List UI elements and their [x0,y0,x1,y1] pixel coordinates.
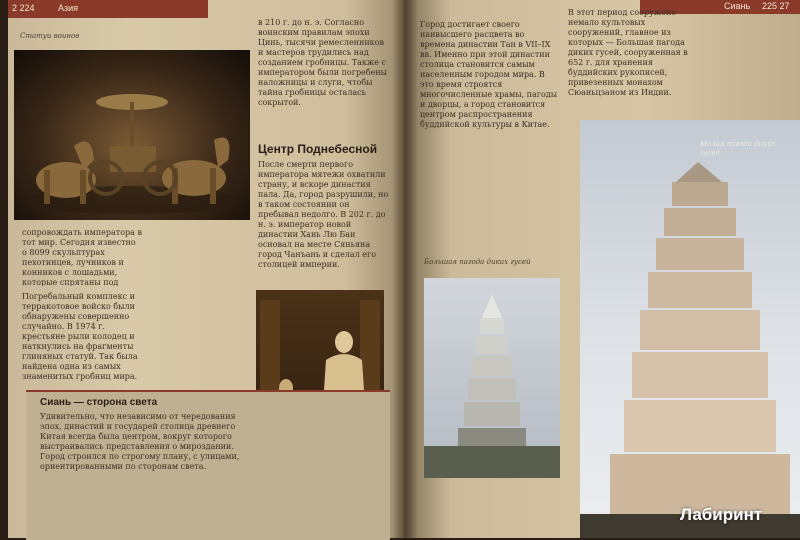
far-right-column-text: В этот период сооружено немало культовых сооружений, главное из которых — Большая пагода диких гусей, сооруженная в 652 г. для хранения буддийских рукописей, привезенных монахом Сюаньцзаном из Индии. [568,8,688,97]
middle-column-text: После смерти первого императора мятежи охватили страну, и вскоре династия пала. Да, город разрушили, но в таком состоянии он пребывал недолго. В 202 г. до н. э. император новой династии Хань Лю Бан основал на месте Сяньяна город Чанъань и сделал его столицей империи. [258,160,389,269]
section-heading: Центр Поднебесной [258,142,378,156]
small-pagoda-photo [424,278,560,478]
right-section-title: Сиань [724,1,751,11]
right-page-numbers: 225 27 [762,1,790,11]
left-column-text-mid: Погребальный комплекс и терракотовое войско были обнаружены совершенно случайно. В 1974 г. крестьяне рыли колодец и наткнулись на фрагменты глиняных статуй. Так была найдена одна из самых знаменитых гробниц мира. [22,292,138,381]
small-pagoda-caption: Большая пагода диких гусей [424,258,531,266]
right-column-text: Город достигает своего наивысшего расцвета во времена династии Тан в VII–IX вв. Именно при этой династии столица становится самым населенным городом мира. В это время строятся многочисленные храмы, пагоды и дворцы, а город становится центром распространения буддийской культуры в Китае. [420,20,558,129]
left-page-numbers: 2 224 [12,3,35,13]
book-gutter [392,0,418,538]
terracotta-caption: Статуи воинов [20,32,80,40]
terracotta-army-photo [14,50,250,220]
left-section-title: Азия [58,3,79,13]
left-header-bar [8,0,208,18]
middle-column-text-top: в 210 г. до н. э. Согласно воинским правилам эпохи Цинь, тысячи ремесленников и мастеров трудились над созданием гробницы. Также с императором были погребены наложницы и слуги, чтобы тайна гробницы осталась сокрытой. [258,18,388,107]
info-box-text: Удивительно, что независимо от чередования эпох, династий и государей столица древнего Китая всегда была центром, вокруг которого выстраивались представления о мироздании. Город строился по строгому плану, с улицами, ориентированными по сторонам света. [40,412,240,471]
big-pagoda-caption: Малая пагода диких гусей [700,140,776,157]
big-pagoda-photo [580,120,800,538]
info-box-title: Сиань — сторона света [40,397,158,408]
left-column-text-top: сопровождать императора в тот мир. Сегодня известно о 8099 скульптурах пехотинцев, лучников и конников с лошадьми, которые спрятаны под [22,228,142,286]
labirint-watermark: Лабиринт [680,505,763,524]
